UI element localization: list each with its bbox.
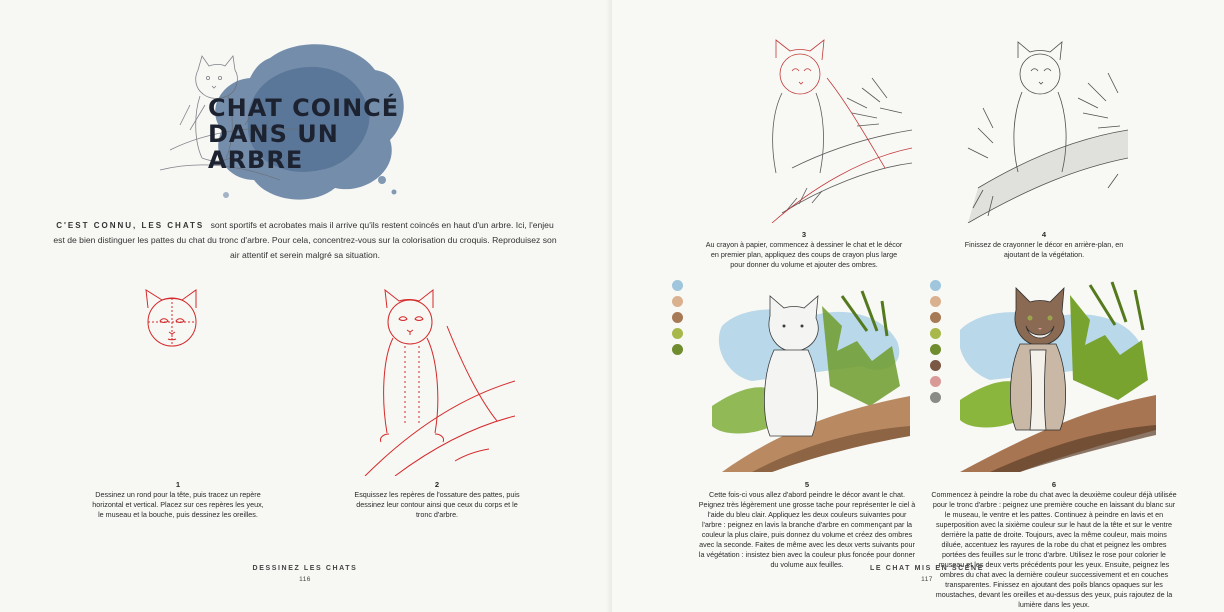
step-5-text: Cette fois-ci vous allez d'abord peindre le décor avant le chat. Peignez très légèrement une grosse tache pour représenter le ciel à l'aide du bleu clair. Appliquez les deux couleurs suivantes pour l'arbre : peignez en lavis la branche d'arbre en commençant par la couleur la plus claire, puis donnez du volume et créez des ombres avec la seconde. Faites de même avec les deux verts suivants pour la végétation : insistez bien avec la couleur plus foncée pour donner du volume aux feuilles.	[698, 490, 916, 569]
step-3-text: Au crayon à papier, commencez à dessiner le chat et le décor en premier plan, appliquez des coups de crayon plus large pour donner du volume et ajouter des ombres.	[705, 240, 903, 269]
step-4-caption	[964, 230, 1124, 260]
color-swatch	[672, 280, 683, 291]
color-swatch	[672, 312, 683, 323]
step-4-number: 4	[1041, 230, 1047, 239]
color-swatch	[930, 392, 941, 403]
step-4-illustration	[958, 38, 1128, 223]
step-4-text: Finissez de crayonner le décor en arrière-plan, en ajoutant de la végétation.	[964, 240, 1124, 259]
right-page-number: 117	[921, 576, 933, 583]
right-page	[612, 0, 1224, 612]
color-swatch	[672, 328, 683, 339]
color-swatch	[930, 328, 941, 339]
step-1-caption	[90, 480, 266, 520]
page-title: CHAT COINCÉ DANS UN ARBRE	[208, 94, 400, 174]
right-folio	[862, 565, 992, 583]
left-page-number: 116	[299, 576, 311, 583]
step-3-caption	[704, 230, 904, 270]
right-running-head: LE CHAT MIS EN SCÈNE	[870, 565, 984, 572]
step-1-number: 1	[175, 480, 181, 489]
color-swatch	[930, 360, 941, 371]
color-swatch	[930, 280, 941, 291]
step-6-caption	[930, 480, 1178, 610]
step-5-palette	[672, 280, 684, 360]
step-5-illustration	[712, 286, 910, 472]
step-2-sketch	[355, 286, 515, 476]
step-6-number: 6	[1051, 480, 1057, 489]
color-swatch	[930, 376, 941, 387]
left-running-head: DESSINEZ LES CHATS	[252, 565, 358, 572]
step-6-illustration	[960, 280, 1156, 472]
intro-lead: C'EST CONNU, LES CHATS	[56, 221, 205, 230]
step-3-illustration	[752, 38, 912, 223]
step-6-text: Commencez à peindre la robe du chat avec la deuxième couleur déjà utilisée pour le tronc d'arbre : peignez une première couche en laissant du blanc sur le museau, le ventre et les pattes. Continuez à peindre en lavis et en superposition avec la sixième couleur sur le haut de la tête et sur le ventre derrière la patte de droite. Toujours, avec la même couleur, mais moins diluée, accentuez les rayures de la robe du chat et peignez les ombres portées des feuilles sur le tronc d'arbre. Utilisez le rose pour colorier le museau et les deux verts précédents pour les yeux. Ensuite, peignez les ombres du chat avec la dernière couleur successivement et en couches transparentes. Finissez en ajoutant des poils blancs opaques sur les moustaches, devant les oreilles et au-dessus des yeux, puis rajoutez de la lumière dans les yeux.	[931, 490, 1177, 609]
left-folio	[240, 565, 370, 583]
step-6-palette	[930, 280, 942, 408]
intro-text: sont sportifs et acrobates mais il arrive qu'ils restent coincés en haut d'un arbre. Ici, l'enjeu est de bien distinguer les pattes du chat du tronc d'arbre. Pour cela, concentrez-vous sur la colorisation du croquis. Reproduisez son air attentif et serein malgré sa situation.	[53, 220, 557, 260]
step-1-text: Dessinez un rond pour la tête, puis tracez un repère horizontal et vertical. Placez sur ces repères les yeux, le museau et la bouche, puis dessinez les oreilles.	[92, 490, 264, 519]
step-1-sketch	[138, 284, 208, 354]
color-swatch	[930, 296, 941, 307]
step-2-number: 2	[434, 480, 440, 489]
step-2-caption	[352, 480, 522, 520]
step-5-number: 5	[804, 480, 810, 489]
color-swatch	[672, 344, 683, 355]
step-2-text: Esquissez les repères de l'ossature des pattes, puis dessinez leur contour ainsi que ceux du corps et le tronc d'arbre.	[354, 490, 520, 519]
step-3-number: 3	[801, 230, 807, 239]
step-5-caption	[698, 480, 916, 570]
color-swatch	[672, 296, 683, 307]
color-swatch	[930, 344, 941, 355]
intro-paragraph	[50, 218, 560, 263]
color-swatch	[930, 312, 941, 323]
